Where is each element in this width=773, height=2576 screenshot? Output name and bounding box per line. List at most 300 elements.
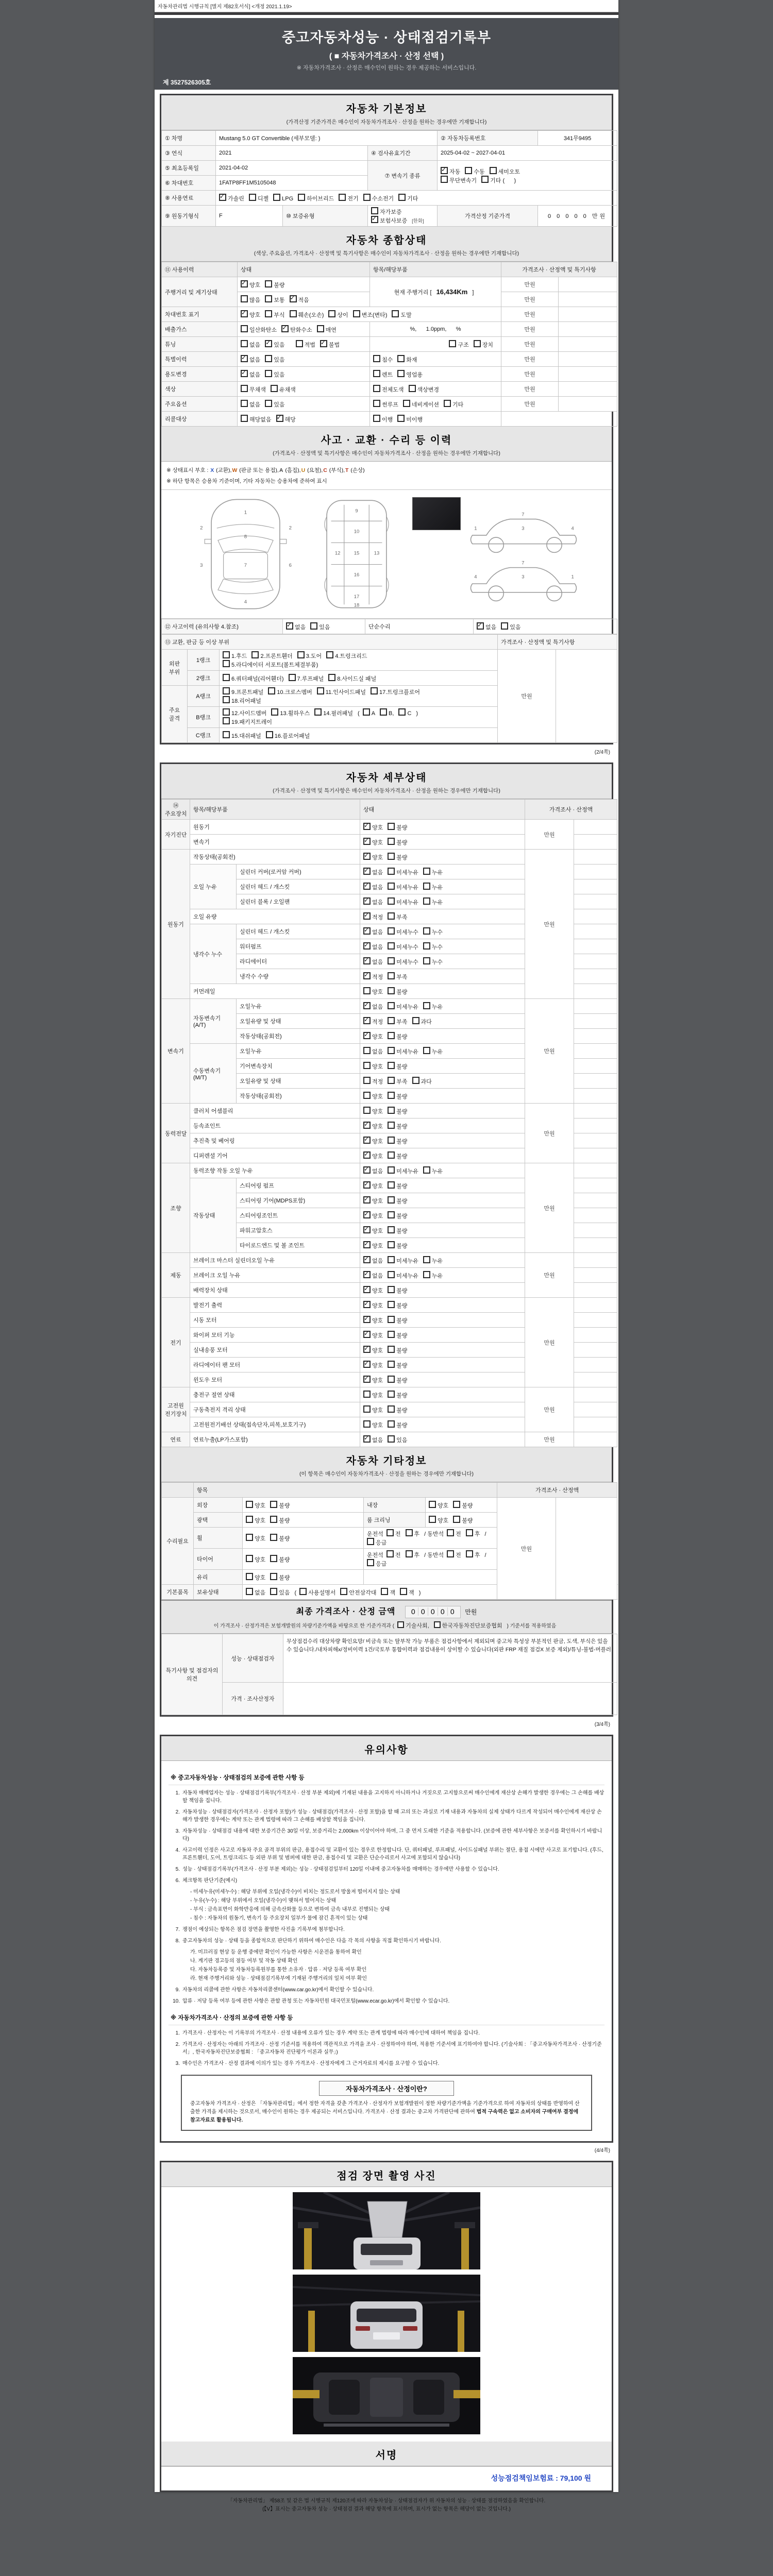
option-label: 양호 bbox=[372, 854, 383, 861]
checkbox[interactable] bbox=[265, 295, 272, 302]
checkbox[interactable] bbox=[265, 280, 272, 287]
checkbox[interactable] bbox=[406, 1550, 413, 1557]
checkbox[interactable] bbox=[453, 1501, 460, 1508]
checkbox[interactable] bbox=[363, 1226, 371, 1233]
checkbox[interactable] bbox=[241, 355, 248, 362]
option bbox=[223, 674, 284, 683]
option bbox=[363, 1047, 383, 1056]
option-label: 양호 bbox=[372, 1093, 383, 1100]
checkbox[interactable] bbox=[353, 310, 360, 317]
checkbox[interactable] bbox=[270, 1573, 277, 1580]
checkbox[interactable] bbox=[423, 927, 430, 935]
checkbox[interactable] bbox=[449, 340, 456, 347]
checkbox[interactable] bbox=[388, 1122, 395, 1129]
checkbox[interactable] bbox=[265, 340, 272, 347]
checkbox[interactable] bbox=[397, 370, 405, 377]
checkbox[interactable] bbox=[241, 310, 248, 317]
table-row bbox=[162, 337, 617, 352]
checkbox[interactable] bbox=[363, 1196, 371, 1204]
checkbox[interactable] bbox=[241, 400, 248, 407]
checkbox[interactable] bbox=[388, 912, 395, 920]
checkbox[interactable] bbox=[363, 1211, 371, 1218]
checkbox[interactable] bbox=[367, 1559, 374, 1566]
checkbox[interactable] bbox=[266, 731, 273, 738]
checkbox[interactable] bbox=[326, 651, 333, 658]
checkbox[interactable] bbox=[314, 708, 322, 716]
option bbox=[328, 310, 348, 319]
option bbox=[441, 176, 477, 184]
checkbox[interactable] bbox=[398, 194, 406, 201]
definition-text-normal: 중고자동차 가격조사 · 산정은 「자동차관리법」에서 정한 자격을 갖춘 가격조사 · 산정자가 보험개발원이 정한 차량기준가액을 기준가격으로 하여 자동차의 상태를 반영하여 산출한 가격을 제시하는 것으로서, 매수인이 원하는 경우 제공되는 서비스입니다. 가격조사 · 산정 결과는 중고차 가격판단에 관하여 bbox=[190, 2101, 580, 2115]
checkbox[interactable] bbox=[423, 1002, 430, 1009]
checkbox[interactable] bbox=[398, 708, 406, 716]
checkbox[interactable] bbox=[371, 207, 378, 214]
checkbox[interactable] bbox=[423, 868, 430, 875]
checkbox[interactable] bbox=[265, 310, 272, 317]
checkbox[interactable] bbox=[290, 295, 297, 302]
option-cell bbox=[370, 277, 501, 307]
checkbox[interactable] bbox=[299, 1588, 307, 1595]
checkbox[interactable] bbox=[223, 708, 230, 716]
checkbox[interactable] bbox=[363, 987, 371, 994]
checkbox[interactable] bbox=[363, 1241, 371, 1248]
cell: 실린더 블록 / 오일팬 bbox=[237, 894, 360, 909]
option bbox=[246, 1501, 265, 1510]
checkbox[interactable] bbox=[363, 1077, 371, 1084]
checkbox[interactable] bbox=[363, 194, 371, 201]
checkbox[interactable] bbox=[423, 1256, 430, 1263]
checkbox[interactable] bbox=[289, 674, 296, 681]
checkbox[interactable] bbox=[423, 1047, 430, 1054]
option bbox=[340, 1588, 376, 1597]
checkbox[interactable] bbox=[490, 167, 497, 174]
car-side-view-diagram bbox=[465, 496, 583, 612]
checkbox[interactable] bbox=[223, 717, 230, 724]
checkbox[interactable] bbox=[241, 385, 248, 392]
checkbox[interactable] bbox=[270, 1516, 277, 1523]
checkbox[interactable] bbox=[388, 868, 395, 875]
checkbox[interactable] bbox=[363, 957, 371, 964]
checkbox[interactable] bbox=[363, 853, 371, 860]
option bbox=[246, 1588, 265, 1597]
legend-prefix: ※ 상태표시 부호 : bbox=[166, 467, 210, 473]
cell: 배출가스 bbox=[162, 322, 238, 337]
checkbox[interactable] bbox=[388, 1420, 395, 1428]
checkbox[interactable] bbox=[388, 1032, 395, 1039]
checkbox[interactable] bbox=[363, 1166, 371, 1174]
checkbox[interactable] bbox=[388, 1346, 395, 1353]
checkbox[interactable] bbox=[363, 1301, 371, 1308]
checkbox[interactable] bbox=[270, 1534, 277, 1541]
checkbox[interactable] bbox=[363, 838, 371, 845]
checkbox[interactable] bbox=[441, 176, 448, 183]
option bbox=[388, 868, 418, 876]
notice-sec2-title: ※ 자동차가격조사 · 산정의 보증에 관한 사항 등 bbox=[169, 2010, 604, 2025]
option-label: 부족 bbox=[396, 974, 408, 980]
checkbox[interactable] bbox=[241, 295, 248, 302]
checkbox[interactable] bbox=[276, 415, 283, 422]
checkbox[interactable] bbox=[363, 1286, 371, 1293]
cell bbox=[574, 1208, 617, 1223]
checkbox[interactable] bbox=[310, 622, 317, 630]
checkbox[interactable] bbox=[286, 622, 293, 630]
checkbox[interactable] bbox=[388, 823, 395, 830]
checkbox[interactable] bbox=[363, 942, 371, 950]
checkbox[interactable] bbox=[296, 340, 303, 347]
svg-text:6: 6 bbox=[289, 563, 292, 569]
checkbox[interactable] bbox=[388, 1286, 395, 1293]
option-cell bbox=[360, 1104, 525, 1118]
cell: 클러치 어셈블리 bbox=[190, 1104, 360, 1118]
option-label: 세미오토 bbox=[498, 168, 520, 175]
checkbox[interactable] bbox=[501, 622, 508, 630]
checkbox[interactable] bbox=[388, 927, 395, 935]
checkbox[interactable] bbox=[363, 883, 371, 890]
checkbox[interactable] bbox=[363, 1346, 371, 1353]
checkbox[interactable] bbox=[246, 1501, 253, 1508]
section-basic-header bbox=[161, 95, 612, 130]
checkbox[interactable] bbox=[363, 1331, 371, 1338]
checkbox[interactable] bbox=[388, 1256, 395, 1263]
section-subtitle: (가격조사 · 산정액 및 특기사항은 매수인이 자동차가격조사 · 산정을 원하는 경우에만 기재합니다) bbox=[273, 788, 500, 794]
option-label: 양호 bbox=[255, 1502, 266, 1509]
checkbox[interactable] bbox=[388, 1181, 395, 1189]
checkbox[interactable] bbox=[373, 415, 380, 422]
cell bbox=[574, 894, 617, 909]
checkbox[interactable] bbox=[400, 1588, 407, 1595]
cell: 가격조사 · 산정액 bbox=[525, 800, 617, 820]
checkbox[interactable] bbox=[246, 1588, 253, 1595]
cell: 기본품목 bbox=[162, 1585, 194, 1600]
option-label: 있음 bbox=[319, 624, 330, 631]
checkbox[interactable] bbox=[363, 708, 370, 716]
checkbox[interactable] bbox=[481, 176, 489, 183]
checkbox[interactable] bbox=[474, 340, 481, 347]
option-label: 영업용 bbox=[406, 371, 423, 378]
checkbox[interactable] bbox=[412, 1077, 419, 1084]
option bbox=[397, 1621, 429, 1630]
checkbox[interactable] bbox=[271, 385, 278, 392]
checkbox[interactable] bbox=[249, 194, 256, 201]
checkbox[interactable] bbox=[373, 355, 380, 362]
checkbox[interactable] bbox=[363, 912, 371, 920]
option-label: 미세누유 bbox=[396, 1048, 418, 1055]
checkbox[interactable] bbox=[320, 340, 327, 347]
checkbox[interactable] bbox=[388, 897, 395, 905]
checkbox[interactable] bbox=[447, 1550, 454, 1557]
checkbox[interactable] bbox=[367, 1538, 374, 1545]
checkbox[interactable] bbox=[241, 370, 248, 377]
checkbox[interactable] bbox=[265, 400, 272, 407]
notice-item-text: 체크항목 판단기준(예시) bbox=[182, 1878, 238, 1884]
checkbox[interactable] bbox=[388, 1361, 395, 1368]
cell: 동력전달 bbox=[162, 1104, 190, 1163]
section-other-header bbox=[161, 1447, 612, 1482]
option bbox=[363, 1211, 383, 1220]
checkbox[interactable] bbox=[241, 280, 248, 287]
checkbox[interactable] bbox=[363, 1137, 371, 1144]
checkbox[interactable] bbox=[265, 370, 272, 377]
checkbox[interactable] bbox=[246, 1573, 253, 1580]
checkbox[interactable] bbox=[388, 1002, 395, 1009]
option-label: 불량 bbox=[396, 1332, 408, 1339]
option-label: 양호 bbox=[372, 1108, 383, 1115]
checkbox[interactable] bbox=[388, 1107, 395, 1114]
checkbox[interactable] bbox=[223, 651, 230, 658]
checkbox[interactable] bbox=[363, 1376, 371, 1383]
checkbox[interactable] bbox=[388, 1316, 395, 1323]
checkbox[interactable] bbox=[363, 1361, 371, 1368]
checkbox[interactable] bbox=[297, 651, 305, 658]
checkbox[interactable] bbox=[363, 1256, 371, 1263]
checkbox[interactable] bbox=[270, 1501, 277, 1508]
checkbox[interactable] bbox=[412, 1017, 419, 1024]
title-option: ( ■ 자동차가격조사 · 산정 선택 ) bbox=[329, 52, 444, 61]
option-label: 적정 bbox=[372, 914, 383, 921]
checkbox[interactable] bbox=[397, 355, 405, 362]
checkbox[interactable] bbox=[241, 325, 248, 332]
checkbox[interactable] bbox=[380, 708, 387, 716]
checkbox[interactable] bbox=[423, 883, 430, 890]
checkbox[interactable] bbox=[281, 325, 289, 332]
checkbox[interactable] bbox=[477, 622, 484, 630]
checkbox[interactable] bbox=[447, 1529, 454, 1536]
checkbox[interactable] bbox=[363, 1017, 371, 1024]
option-cell bbox=[243, 1513, 364, 1528]
cell: ⑬ 교환, 판금 등 이상 부위 bbox=[162, 635, 498, 650]
checkbox[interactable] bbox=[423, 942, 430, 950]
checkbox[interactable] bbox=[328, 310, 335, 317]
option-label: 기술사회, bbox=[406, 1623, 429, 1629]
checkbox[interactable] bbox=[381, 1588, 388, 1595]
checkbox[interactable] bbox=[423, 1271, 430, 1278]
option-cell bbox=[360, 1178, 525, 1193]
checkbox[interactable] bbox=[223, 687, 230, 694]
checkbox[interactable] bbox=[373, 370, 380, 377]
checkbox[interactable] bbox=[246, 1555, 253, 1562]
checkbox[interactable] bbox=[388, 1092, 395, 1099]
option-label: 불량 bbox=[396, 854, 408, 861]
option bbox=[363, 1435, 383, 1444]
checkbox[interactable] bbox=[388, 883, 395, 890]
table-row bbox=[162, 650, 617, 671]
cell bbox=[574, 969, 617, 984]
checkbox[interactable] bbox=[241, 415, 248, 422]
checkbox[interactable] bbox=[388, 853, 395, 860]
option-cell bbox=[360, 1163, 525, 1178]
option-label: 누유 bbox=[431, 869, 443, 876]
checkbox[interactable] bbox=[273, 194, 280, 201]
final-price-unit: 만원 bbox=[465, 1608, 477, 1616]
checkbox[interactable] bbox=[363, 1391, 371, 1398]
checkbox[interactable] bbox=[363, 1181, 371, 1189]
checkbox[interactable] bbox=[434, 1621, 441, 1628]
option-label: 2.프론트휀더 bbox=[260, 653, 293, 659]
option bbox=[363, 1405, 383, 1414]
checkbox[interactable] bbox=[388, 1196, 395, 1204]
checkbox[interactable] bbox=[363, 972, 371, 979]
checkbox[interactable] bbox=[268, 687, 275, 694]
checkbox[interactable] bbox=[363, 1032, 371, 1039]
checkbox[interactable] bbox=[388, 1301, 395, 1308]
checkbox[interactable] bbox=[388, 972, 395, 979]
option-label: 무단변속기 bbox=[449, 177, 477, 184]
checkbox[interactable] bbox=[373, 385, 380, 392]
cell: 특기사항 및 점검자의 의견 bbox=[162, 1634, 223, 1715]
checkbox[interactable] bbox=[397, 1621, 404, 1628]
checkbox[interactable] bbox=[363, 1435, 371, 1443]
checkbox[interactable] bbox=[363, 1271, 371, 1278]
inspection-photo-front bbox=[293, 2192, 480, 2269]
checkbox[interactable] bbox=[392, 310, 399, 317]
checkbox[interactable] bbox=[409, 385, 416, 392]
checkbox[interactable] bbox=[363, 868, 371, 875]
checkbox[interactable] bbox=[403, 400, 410, 407]
checkbox[interactable] bbox=[363, 897, 371, 905]
checkbox[interactable] bbox=[223, 674, 230, 681]
option-label: 전 bbox=[456, 1531, 461, 1537]
checkbox[interactable] bbox=[223, 731, 230, 738]
checkbox[interactable] bbox=[219, 194, 226, 201]
checkbox[interactable] bbox=[388, 1211, 395, 1218]
cell bbox=[574, 1104, 617, 1118]
checkbox[interactable] bbox=[386, 1529, 394, 1536]
cell: 광택 bbox=[194, 1513, 243, 1528]
checkbox[interactable] bbox=[388, 1151, 395, 1159]
checkbox[interactable] bbox=[386, 1550, 394, 1557]
checkbox[interactable] bbox=[363, 1151, 371, 1159]
checkbox[interactable] bbox=[363, 927, 371, 935]
checkbox[interactable] bbox=[270, 1555, 277, 1562]
checkbox[interactable] bbox=[388, 1166, 395, 1174]
option-label: 무채색 bbox=[249, 386, 266, 393]
checkbox[interactable] bbox=[388, 1017, 395, 1024]
checkbox[interactable] bbox=[246, 1516, 253, 1523]
checkbox[interactable] bbox=[388, 1391, 395, 1398]
checkbox[interactable] bbox=[371, 216, 378, 223]
cell bbox=[574, 1148, 617, 1163]
checkbox[interactable] bbox=[246, 1534, 253, 1541]
checkbox[interactable] bbox=[290, 310, 297, 317]
cell bbox=[574, 1358, 617, 1372]
checkbox[interactable] bbox=[371, 687, 378, 694]
checkbox[interactable] bbox=[441, 167, 448, 174]
text: ] bbox=[470, 289, 474, 296]
checkbox[interactable] bbox=[388, 1137, 395, 1144]
notice-item-number: 4. bbox=[175, 1848, 180, 1853]
checkbox[interactable] bbox=[423, 1166, 430, 1174]
option-label: 미세누유 bbox=[396, 1273, 418, 1279]
option-label: 미이행 bbox=[406, 416, 423, 423]
checkbox[interactable] bbox=[363, 1002, 371, 1009]
checkbox[interactable] bbox=[388, 957, 395, 964]
checkbox[interactable] bbox=[397, 415, 405, 422]
footer-line-1: 「자동차관리법」 제58조 및 같은 법 시행규칙 제120조에 따라 자동차성능 · 상태점검자가 위 자동차의 성능 · 상태를 점검하였음을 확인합니다. bbox=[227, 2498, 546, 2504]
checkbox[interactable] bbox=[453, 1516, 460, 1523]
option-label: 없음 bbox=[372, 1258, 383, 1264]
checkbox[interactable] bbox=[429, 1516, 436, 1523]
option bbox=[371, 216, 407, 225]
checkbox[interactable] bbox=[317, 687, 324, 694]
checkbox[interactable] bbox=[363, 1405, 371, 1413]
checkbox[interactable] bbox=[363, 1062, 371, 1069]
checkbox[interactable] bbox=[363, 1122, 371, 1129]
cell bbox=[556, 650, 617, 743]
checkbox[interactable] bbox=[388, 1226, 395, 1233]
checkbox[interactable] bbox=[466, 1550, 473, 1557]
checkbox[interactable] bbox=[270, 1588, 277, 1595]
option-label: C bbox=[407, 710, 412, 717]
checkbox[interactable] bbox=[317, 325, 324, 332]
checkbox[interactable] bbox=[388, 1047, 395, 1054]
checkbox[interactable] bbox=[466, 1529, 473, 1536]
option-cell bbox=[243, 1570, 364, 1585]
checkbox[interactable] bbox=[388, 1062, 395, 1069]
cell: 상태 bbox=[238, 262, 370, 277]
checkbox[interactable] bbox=[388, 1241, 395, 1248]
checkbox[interactable] bbox=[363, 1047, 371, 1054]
section-detail-header bbox=[161, 764, 612, 799]
checkbox[interactable] bbox=[363, 1092, 371, 1099]
checkbox[interactable] bbox=[373, 400, 380, 407]
cell bbox=[283, 1683, 617, 1715]
cell bbox=[574, 999, 617, 1014]
checkbox[interactable] bbox=[328, 674, 335, 681]
checkbox[interactable] bbox=[339, 194, 346, 201]
option bbox=[363, 1107, 383, 1115]
checkbox[interactable] bbox=[298, 194, 305, 201]
checkbox[interactable] bbox=[223, 696, 230, 703]
checkbox[interactable] bbox=[388, 1077, 395, 1084]
checkbox[interactable] bbox=[363, 1420, 371, 1428]
cell: 주행거리 및 계기상태 bbox=[162, 277, 238, 307]
option-cell bbox=[360, 1432, 525, 1447]
checkbox[interactable] bbox=[251, 651, 259, 658]
cell: 주요옵션 bbox=[162, 397, 238, 412]
checkbox[interactable] bbox=[241, 340, 248, 347]
checkbox[interactable] bbox=[465, 167, 472, 174]
checkbox[interactable] bbox=[388, 987, 395, 994]
checkbox[interactable] bbox=[444, 400, 451, 407]
cell: 외장 bbox=[194, 1498, 243, 1513]
checkbox[interactable] bbox=[406, 1529, 413, 1536]
checkbox[interactable] bbox=[388, 942, 395, 950]
checkbox[interactable] bbox=[388, 1435, 395, 1443]
checkbox[interactable] bbox=[363, 1316, 371, 1323]
cell: 오일 누유 bbox=[190, 865, 237, 909]
option bbox=[363, 1092, 383, 1100]
checkbox[interactable] bbox=[388, 1331, 395, 1338]
checkbox[interactable] bbox=[388, 1271, 395, 1278]
checkbox[interactable] bbox=[423, 957, 430, 964]
checkbox[interactable] bbox=[388, 838, 395, 845]
cell: 작동상태 bbox=[190, 1178, 237, 1253]
table-row bbox=[162, 1253, 617, 1268]
checkbox[interactable] bbox=[265, 355, 272, 362]
checkbox[interactable] bbox=[271, 708, 278, 716]
checkbox[interactable] bbox=[429, 1501, 436, 1508]
checkbox[interactable] bbox=[363, 823, 371, 830]
checkbox[interactable] bbox=[363, 1107, 371, 1114]
checkbox[interactable] bbox=[388, 1405, 395, 1413]
cell: 작동상태(공회전) bbox=[237, 1029, 360, 1044]
checkbox[interactable] bbox=[340, 1588, 347, 1595]
checkbox[interactable] bbox=[223, 660, 230, 667]
special-notes-table bbox=[161, 1634, 617, 1715]
checkbox[interactable] bbox=[388, 1376, 395, 1383]
option-label: 있음 bbox=[279, 1589, 290, 1596]
checkbox[interactable] bbox=[423, 897, 430, 905]
